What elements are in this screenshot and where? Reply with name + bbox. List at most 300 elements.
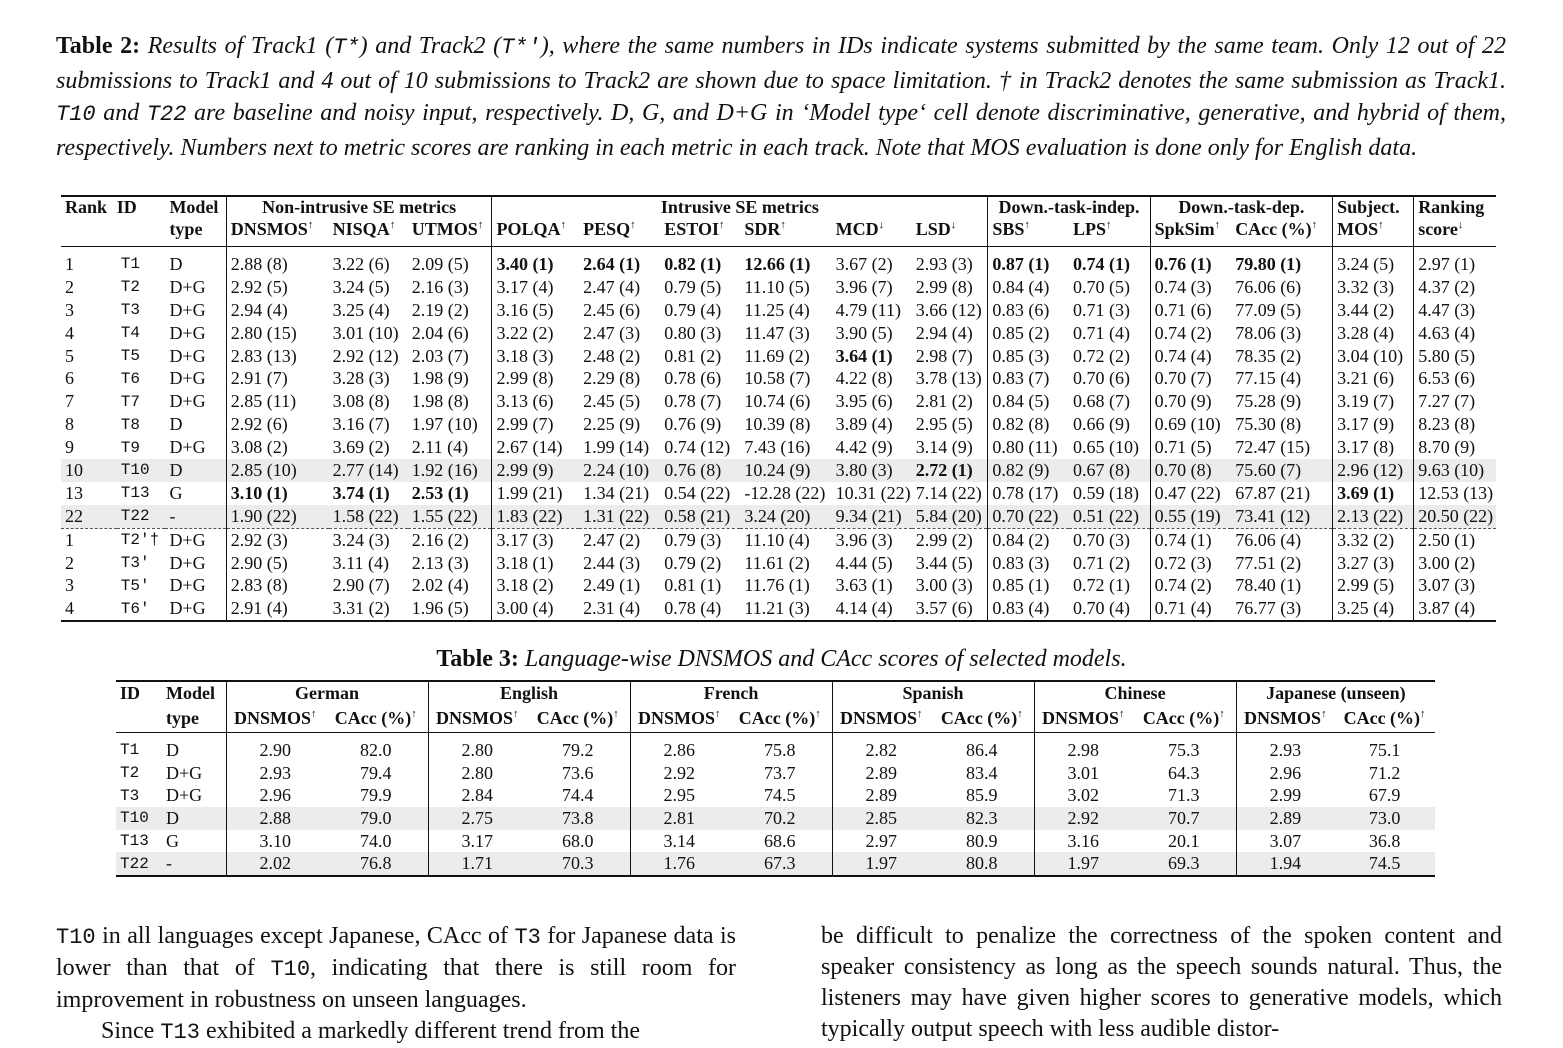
caption-text: and (95, 100, 147, 127)
model-type-cell: D (169, 253, 183, 274)
score-cell: 82.0 (360, 739, 392, 760)
metric-cell: 8.70 (9) (1414, 436, 1496, 459)
metric-cell: 10.58 (7) (744, 368, 811, 389)
metric-cell: 0.87 (1) (988, 247, 1069, 276)
score-cell: 75.8 (764, 739, 796, 760)
metric-name: DNSMOS (233, 708, 311, 728)
metric-cell: 5.80 (5) (1414, 345, 1496, 368)
metric-name: DNSMOS (638, 708, 716, 728)
metric-cell: 3.32 (3) (1333, 276, 1414, 299)
table-row (61, 345, 1496, 368)
header-row-languages (116, 681, 1435, 705)
metric-cell: 0.83 (6) (988, 299, 1069, 322)
metric-cell: 3.66 (12) (915, 299, 982, 320)
caption-text: ), where the same numbers in IDs indicate systems submitted by the same team. Only 12 out of 22 submissions to Track1 and 4 out of 10 submissions to Track2 are shown due to space limitation. † in Track2 denotes the same submission as Track1. (56, 33, 1507, 94)
metric-cell: 1.98 (8) (411, 391, 469, 412)
model-type-cell: D+G (166, 785, 203, 806)
metric-cell: 76.06 (6) (1235, 276, 1302, 297)
metric-name: CAcc (%) (1235, 219, 1312, 239)
text: , indicating that there is still room for improvement in robustness on unseen languages. (56, 955, 736, 1013)
metric-cell: 11.10 (5) (744, 276, 810, 297)
metric-direction-arrow: ↑ (411, 708, 417, 720)
metric-cell: 75.30 (8) (1235, 414, 1302, 435)
metric-cell: 7.43 (16) (744, 437, 811, 458)
score-cell: 2.95 (630, 784, 728, 807)
metric-cell: 77.09 (5) (1235, 299, 1302, 320)
score-cell: 2.92 (630, 762, 728, 785)
model-type-cell: - (166, 852, 226, 876)
metric-cell: 0.80 (3) (664, 322, 722, 343)
model-type-cell: D (166, 807, 226, 830)
table-row (61, 528, 1496, 551)
metric-cell: 3.00 (2) (1414, 552, 1496, 575)
header-row-metrics (61, 219, 1496, 247)
metric-cell: 3.28 (3) (332, 368, 390, 389)
metric-direction-arrow: ↑ (613, 708, 619, 720)
metric-cell: 1.98 (9) (411, 368, 469, 389)
metric-cell: 0.70 (9) (1150, 390, 1231, 413)
metric-header (930, 705, 1034, 733)
metric-cell: 2.92 (6) (226, 413, 328, 436)
language-header: German (226, 681, 428, 705)
metric-name: ESTOI (664, 219, 719, 239)
score-cell: 1.97 (1034, 852, 1132, 876)
metric-name: SpkSim (1154, 219, 1215, 239)
metric-cell: 0.71 (3) (1072, 299, 1130, 320)
metric-cell: 2.13 (22) (1333, 505, 1414, 528)
metric-cell: 0.70 (8) (1150, 459, 1231, 482)
metric-cell: 11.25 (4) (744, 299, 810, 320)
metric-cell: 3.17 (3) (492, 528, 579, 551)
table-row (61, 276, 1496, 299)
caption-label: Table 2: (56, 33, 141, 59)
metric-cell: 0.70 (4) (1072, 598, 1130, 619)
rank-cell: 8 (65, 414, 74, 435)
metric-header (526, 705, 630, 733)
metric-cell: 2.04 (6) (411, 322, 469, 343)
id-cell: T7 (120, 392, 140, 411)
score-cell: 36.8 (1368, 830, 1401, 851)
metric-header (579, 219, 660, 247)
metric-cell: 0.85 (1) (988, 574, 1069, 597)
metric-name: CAcc (%) (738, 708, 816, 728)
col-id-header: ID (116, 197, 137, 217)
paragraph (56, 921, 736, 1016)
metric-name: DNSMOS (436, 708, 514, 728)
metric-cell: 0.76 (1) (1150, 247, 1231, 276)
metric-name: CAcc (%) (334, 708, 412, 728)
col-model-header: Model (166, 683, 215, 703)
metric-header (492, 219, 579, 247)
metric-header (630, 705, 728, 733)
metric-cell: 0.68 (7) (1072, 391, 1130, 412)
score-cell: 74.4 (562, 785, 594, 806)
rank-cell: 3 (65, 575, 74, 596)
id-cell: T2 (120, 764, 140, 783)
table-row (116, 807, 1435, 830)
rank-cell: 4 (65, 598, 74, 619)
col-model-type-header: type (166, 705, 226, 733)
metric-cell: 3.01 (10) (332, 322, 399, 343)
metric-cell: 3.25 (4) (1333, 597, 1414, 621)
metric-cell: 3.90 (5) (835, 322, 893, 343)
metric-cell: 1.96 (5) (411, 598, 469, 619)
score-cell: 2.93 (226, 762, 324, 785)
col-rank-header: Rank (65, 197, 108, 217)
metric-cell: 2.85 (10) (226, 459, 328, 482)
table3-caption (0, 646, 1563, 673)
metric-cell: 0.72 (1) (1072, 575, 1130, 596)
id-cell: T2'† (117, 528, 166, 551)
table-row (61, 247, 1496, 276)
score-cell: 3.16 (1034, 830, 1132, 853)
metric-cell: 3.24 (20) (740, 505, 831, 528)
caption-code: T*' (501, 35, 541, 60)
metric-cell: 0.76 (8) (660, 459, 740, 482)
metric-cell: 3.95 (6) (835, 391, 893, 412)
metric-cell: 1.31 (22) (579, 505, 660, 528)
table-row (61, 574, 1496, 597)
metric-cell: 3.44 (2) (1333, 299, 1414, 322)
id-cell: T3 (120, 301, 140, 320)
metric-cell: 73.41 (12) (1231, 505, 1332, 528)
metric-cell: 8.23 (8) (1414, 413, 1496, 436)
metric-name: MCD (835, 219, 879, 239)
score-cell: 70.2 (728, 807, 832, 830)
score-cell: 79.2 (562, 739, 594, 760)
metric-direction-arrow: ↑ (1219, 708, 1225, 720)
score-cell: 80.9 (966, 830, 998, 851)
metric-cell: 3.14 (9) (915, 437, 973, 458)
metric-cell: 0.71 (2) (1072, 552, 1130, 573)
caption-code: T10 (56, 102, 96, 128)
metric-name: DNSMOS (840, 708, 918, 728)
id-cell: T8 (120, 415, 140, 434)
metric-cell: 0.51 (22) (1069, 505, 1150, 528)
table-row (61, 597, 1496, 621)
metric-cell: 3.22 (2) (492, 322, 579, 345)
metric-cell: 1.97 (10) (411, 414, 478, 435)
table-row (116, 852, 1435, 876)
metric-header (728, 705, 832, 733)
metric-name: LSD (915, 219, 951, 239)
metric-name: SDR (744, 219, 781, 239)
metric-direction-arrow: ↑ (815, 708, 821, 720)
metric-cell: 3.24 (3) (329, 528, 408, 551)
metric-cell: 3.87 (4) (1414, 597, 1496, 621)
metric-cell: 3.74 (1) (332, 482, 390, 503)
score-cell: 71.3 (1168, 785, 1200, 806)
metric-cell: 2.99 (2) (912, 528, 988, 551)
metric-header (1132, 705, 1236, 733)
score-cell: 79.0 (324, 807, 428, 830)
caption-code: T22 (146, 102, 187, 128)
metric-header (1236, 705, 1334, 733)
metric-cell: 3.96 (3) (832, 528, 912, 551)
metric-cell: 2.72 (1) (912, 459, 988, 482)
metric-direction-arrow: ↑ (1105, 219, 1112, 231)
metric-cell: 2.16 (2) (408, 528, 492, 551)
metric-cell: 3.00 (4) (492, 597, 579, 621)
metric-cell: 0.47 (22) (1150, 482, 1231, 505)
metric-name: SBS (992, 219, 1025, 239)
metric-cell: 3.17 (8) (1333, 436, 1414, 459)
metric-cell: 79.80 (1) (1235, 253, 1302, 274)
model-type-cell: D+G (169, 552, 206, 573)
metric-cell: 20.50 (22) (1414, 505, 1496, 528)
score-cell: 2.80 (428, 762, 526, 785)
metric-name: score (1418, 219, 1458, 239)
score-cell: 2.81 (630, 807, 728, 830)
model-type-cell: D (169, 414, 183, 435)
model-type-cell: D+G (169, 276, 206, 297)
metric-direction-arrow: ↓ (878, 219, 885, 231)
id-cell: T13 (120, 484, 150, 503)
metric-cell: 2.94 (4) (915, 322, 973, 343)
metric-cell: 2.92 (3) (226, 528, 328, 551)
metric-cell: 0.74 (4) (1150, 345, 1231, 368)
table-row (61, 505, 1496, 528)
id-cell: T6 (120, 369, 140, 388)
rank-cell: 1 (65, 253, 74, 274)
id-cell: T2 (120, 278, 140, 297)
metric-cell: 1.83 (22) (492, 505, 579, 528)
metric-header (324, 705, 428, 733)
score-cell: 74.5 (764, 785, 796, 806)
score-cell: 68.6 (764, 830, 796, 851)
model-type-cell: D+G (165, 528, 226, 551)
metric-cell: 2.90 (5) (226, 552, 328, 575)
metric-name: CAcc (%) (1142, 708, 1220, 728)
metric-cell: 3.28 (4) (1333, 322, 1414, 345)
language-header: French (630, 681, 832, 705)
table-row (116, 762, 1435, 785)
metric-cell: 2.99 (9) (492, 459, 579, 482)
metric-cell: 0.79 (3) (660, 528, 740, 551)
metric-cell: 10.74 (6) (744, 391, 811, 412)
metric-direction-arrow: ↓ (950, 219, 957, 231)
metric-direction-arrow: ↑ (1321, 708, 1327, 720)
rank-cell: 2 (65, 552, 74, 573)
score-cell: 2.89 (1236, 807, 1334, 830)
score-cell: 2.98 (1034, 733, 1132, 762)
metric-cell: 0.79 (4) (664, 299, 722, 320)
id-cell: T3' (120, 554, 150, 573)
metric-header (988, 219, 1069, 247)
metric-cell: 0.72 (3) (1150, 552, 1231, 575)
metric-cell: 11.69 (2) (744, 345, 810, 366)
model-type-cell: G (166, 830, 179, 851)
metric-cell: 11.10 (4) (740, 528, 831, 551)
metric-cell: 78.40 (1) (1235, 575, 1302, 596)
caption-text: Language-wise DNSMOS and CAcc scores of selected models. (518, 646, 1127, 672)
model-type-cell: G (169, 482, 183, 503)
score-cell: 68.0 (562, 830, 594, 851)
metric-cell: 0.71 (4) (1072, 322, 1130, 343)
metric-cell: 3.64 (1) (835, 345, 893, 366)
metric-cell: 11.47 (3) (744, 322, 810, 343)
metric-cell: 1.99 (14) (583, 437, 650, 458)
language-header: English (428, 681, 630, 705)
metric-cell: 2.92 (12) (332, 345, 399, 366)
metric-cell: 76.77 (3) (1235, 598, 1302, 619)
metric-cell: 3.96 (7) (835, 276, 893, 297)
group-ranking: Ranking (1414, 196, 1496, 219)
metric-cell: 3.16 (5) (492, 299, 579, 322)
caption-text: are baseline and noisy input, respectively. D, G, and D+G in ‘Model type‘ cell denote discriminative, generative, and hybrid of them, respectively. Numbers next to metric scores are ranking in each metric in each track. Note that MOS evaluation is done only for English data. (56, 100, 1507, 162)
metric-cell: 2.31 (4) (583, 598, 641, 619)
metric-cell: 12.66 (1) (744, 253, 811, 274)
metric-cell: 0.81 (1) (664, 575, 722, 596)
metric-direction-arrow: ↑ (1119, 708, 1125, 720)
metric-cell: 2.94 (4) (226, 299, 328, 322)
metric-cell: 0.59 (18) (1072, 482, 1139, 503)
score-cell: 2.89 (832, 762, 930, 785)
text: for Japanese data is lower than that of (56, 923, 736, 981)
group-intrusive: Intrusive SE metrics (492, 196, 988, 219)
group-downtask-dep: Down.-task-dep. (1150, 196, 1333, 219)
metric-cell: 0.74 (1) (1072, 253, 1130, 274)
score-cell: 73.6 (562, 762, 594, 783)
metric-cell: 2.24 (10) (579, 459, 660, 482)
header-row-metrics (116, 705, 1435, 733)
table-row (61, 367, 1496, 390)
metric-cell: 78.35 (2) (1235, 345, 1302, 366)
metric-cell: 3.00 (3) (915, 575, 973, 596)
metric-cell: 78.06 (3) (1235, 322, 1302, 343)
metric-cell: 3.18 (1) (492, 552, 579, 575)
metric-direction-arrow: ↑ (307, 219, 314, 231)
id-cell: T3 (120, 786, 140, 805)
metric-cell: 3.18 (3) (492, 345, 579, 368)
metric-cell: 2.02 (4) (411, 575, 469, 596)
col-id-header: ID (120, 683, 141, 703)
score-cell: 2.93 (1236, 733, 1334, 762)
metric-cell: 2.95 (5) (915, 414, 973, 435)
metric-cell: 3.69 (2) (332, 437, 390, 458)
metric-cell: 0.74 (3) (1150, 276, 1231, 299)
metric-cell: 0.69 (10) (1150, 413, 1231, 436)
metric-cell: 1.92 (16) (408, 459, 492, 482)
metric-cell: 3.08 (8) (332, 391, 390, 412)
metric-cell: 3.27 (3) (1333, 552, 1414, 575)
id-cell: T13 (120, 832, 149, 851)
metric-cell: 9.34 (21) (832, 505, 912, 528)
metric-name: CAcc (%) (536, 708, 614, 728)
metric-header (408, 219, 492, 247)
metric-cell: 77.51 (2) (1235, 552, 1302, 573)
inline-code: T3 (514, 925, 541, 950)
metric-cell: 0.74 (1) (1150, 528, 1231, 551)
metric-cell: 3.13 (6) (492, 390, 579, 413)
score-cell: 75.1 (1368, 739, 1401, 760)
metric-cell: 76.06 (4) (1231, 528, 1332, 551)
metric-direction-arrow: ↑ (1017, 708, 1023, 720)
metric-cell: 11.21 (3) (744, 598, 810, 619)
metric-cell: 4.37 (2) (1414, 276, 1496, 299)
score-cell: 3.02 (1034, 784, 1132, 807)
score-cell: 74.5 (1334, 852, 1435, 876)
score-cell: 67.9 (1368, 785, 1401, 806)
metric-cell: 3.67 (2) (835, 253, 893, 274)
metric-header (1150, 219, 1231, 247)
metric-name: DNSMOS (1244, 708, 1322, 728)
metric-cell: 2.16 (3) (411, 276, 469, 297)
metric-name: DNSMOS (1042, 708, 1120, 728)
model-type-cell: D+G (169, 368, 206, 389)
metric-cell: 0.74 (12) (664, 437, 731, 458)
metric-direction-arrow: ↑ (630, 219, 636, 231)
score-cell: 3.17 (428, 830, 526, 853)
body-column-left (56, 921, 736, 1048)
rank-cell: 5 (65, 345, 74, 366)
metric-direction-arrow: ↑ (780, 219, 786, 231)
metric-cell: 0.71 (6) (1150, 299, 1231, 322)
metric-cell: 2.19 (2) (411, 299, 469, 320)
metric-cell: 0.70 (22) (988, 505, 1069, 528)
score-cell: 67.3 (728, 852, 832, 876)
metric-cell: 3.31 (2) (332, 598, 390, 619)
metric-header (832, 705, 930, 733)
metric-cell: 0.79 (2) (664, 552, 722, 573)
metric-cell: 0.66 (9) (1072, 414, 1130, 435)
metric-header (740, 219, 831, 247)
model-type-cell: D+G (166, 762, 203, 783)
group-nonintrusive: Non-intrusive SE metrics (226, 196, 492, 219)
metric-direction-arrow: ↑ (1024, 219, 1030, 231)
rank-cell: 10 (61, 459, 117, 482)
group-subjective: Subject. (1333, 196, 1414, 219)
score-cell: 1.97 (832, 852, 930, 876)
metric-cell: 1.90 (22) (226, 505, 328, 528)
inline-code: T13 (160, 1020, 200, 1045)
score-cell: 73.0 (1334, 807, 1435, 830)
caption-text: ) and Track2 ( (359, 33, 502, 59)
metric-cell: 2.83 (8) (226, 574, 328, 597)
text: in all languages except Japanese, CAcc of (95, 923, 515, 949)
metric-header (226, 219, 328, 247)
metric-cell: 3.21 (6) (1333, 367, 1414, 390)
rank-cell: 7 (65, 391, 74, 412)
table-row (61, 436, 1496, 459)
metric-cell: 0.82 (8) (988, 413, 1069, 436)
metric-direction-arrow: ↑ (1214, 219, 1221, 231)
results-table (61, 195, 1496, 622)
metric-cell: 0.84 (5) (988, 390, 1069, 413)
metric-cell: 77.15 (4) (1235, 368, 1302, 389)
metric-direction-arrow: ↑ (1420, 708, 1426, 720)
col-model-header: Model (169, 197, 219, 217)
table-row (61, 459, 1496, 482)
metric-cell: 3.10 (1) (226, 482, 328, 505)
score-cell: 2.80 (428, 733, 526, 762)
metric-cell: 2.45 (6) (583, 299, 641, 320)
metric-cell: 0.81 (2) (664, 345, 722, 366)
table-row (116, 733, 1435, 762)
metric-cell: 0.79 (5) (664, 276, 722, 297)
metric-cell: 3.17 (9) (1333, 413, 1414, 436)
score-cell: 82.3 (930, 807, 1034, 830)
id-cell: T6' (120, 599, 150, 618)
model-type-cell: D (166, 739, 179, 760)
metric-direction-arrow: ↑ (311, 708, 317, 720)
metric-header (428, 705, 526, 733)
metric-header (226, 705, 324, 733)
language-header: Spanish (832, 681, 1034, 705)
metric-direction-arrow: ↑ (1311, 219, 1318, 231)
metric-cell: 1.58 (22) (329, 505, 408, 528)
metric-name: DNSMOS (230, 219, 308, 239)
